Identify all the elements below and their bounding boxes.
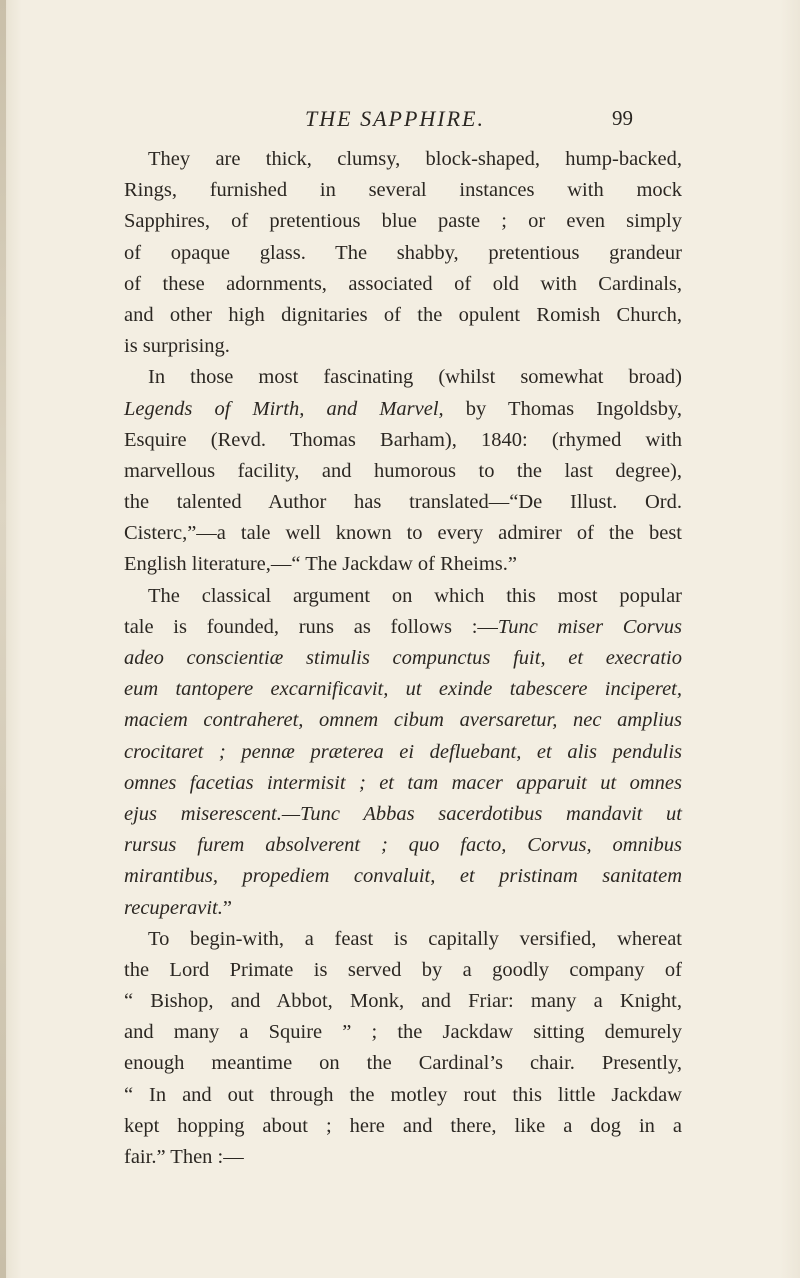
running-title: THE SAPPHIRE. <box>305 106 485 131</box>
text-line: fair.” Then :— <box>124 1146 244 1168</box>
text-line: maciem contraheret, omnem cibum aversaretur, nec amplius <box>124 709 682 732</box>
text-line <box>124 893 682 924</box>
text-segment: ” <box>222 896 232 919</box>
page-header <box>0 106 800 136</box>
text-line: marvellous facility, and humorous to the last degree), <box>124 459 682 482</box>
text-line: the talented Author has translated—“De Illust. Ord. <box>124 491 682 514</box>
text-line: English literature,—“ The Jackdaw of Rheims.” <box>124 553 517 576</box>
text-line: rursus furem absolverent ; quo facto, Corvus, omnibus <box>124 834 682 857</box>
text-line: Rings, furnished in several instances with mock <box>124 179 682 202</box>
text-segment: by Thomas Ingoldsby, <box>443 397 683 420</box>
text-line: “ In and out through the motley rout this little Jackdaw <box>124 1083 682 1106</box>
text-segment: tale is founded, runs as follows :— <box>124 615 498 638</box>
text-line <box>124 394 682 425</box>
text-line: mirantibus, propediem convaluit, et pristinam sanitatem <box>124 865 682 888</box>
page-number: 99 <box>612 106 633 130</box>
text-line: and many a Squire ” ; the Jackdaw sitting demurely <box>124 1021 682 1044</box>
text-segment: Tunc miser Corvus <box>497 615 682 638</box>
text-line: kept hopping about ; here and there, like a dog in a <box>124 1114 682 1137</box>
text-line: enough meantime on the Cardinal’s chair. Presently, <box>124 1052 682 1075</box>
text-segment: Legends of Mirth, and Marvel, <box>124 397 444 420</box>
text-line: of opaque glass. The shabby, pretentious grandeur <box>124 241 682 264</box>
text-line: omnes facetias intermisit ; et tam macer apparuit ut omnes <box>124 771 682 794</box>
text-line: “ Bishop, and Abbot, Monk, and Friar: many a Knight, <box>124 990 682 1013</box>
body-text <box>124 144 682 1173</box>
text-line: Esquire (Revd. Thomas Barham), 1840: (rhymed with <box>124 428 682 451</box>
text-line: In those most fascinating (whilst somewhat broad) <box>148 366 682 389</box>
text-line: crocitaret ; pennæ præterea ei defluebant, et alis pendulis <box>124 740 682 763</box>
text-line: eum tantopere excarnificavit, ut exinde tabescere inciperet, <box>124 678 682 701</box>
text-line: ejus miserescent.—Tunc Abbas sacerdotibus mandavit ut <box>124 802 682 825</box>
text-line: Cisterc,”—a tale well known to every admirer of the best <box>124 522 682 545</box>
text-line: and other high dignitaries of the opulent Romish Church, <box>124 303 682 326</box>
text-line: The classical argument on which this most popular <box>148 584 682 607</box>
text-line: adeo conscientiæ stimulis compunctus fuit, et execratio <box>124 647 682 669</box>
text-line: of these adornments, associated of old with Cardinals, <box>124 272 682 295</box>
text-line: To begin-with, a feast is capitally versified, whereat <box>148 927 682 950</box>
text-segment: recuperavit. <box>124 896 223 919</box>
text-line: the Lord Primate is served by a goodly company of <box>124 958 682 981</box>
text-line: Sapphires, of pretentious blue paste ; or even simply <box>124 210 682 233</box>
page-binding-edge <box>0 0 6 1278</box>
text-line: is surprising. <box>124 335 230 358</box>
text-line: They are thick, clumsy, block-shaped, hump-backed, <box>148 148 682 170</box>
text-line <box>124 612 682 643</box>
